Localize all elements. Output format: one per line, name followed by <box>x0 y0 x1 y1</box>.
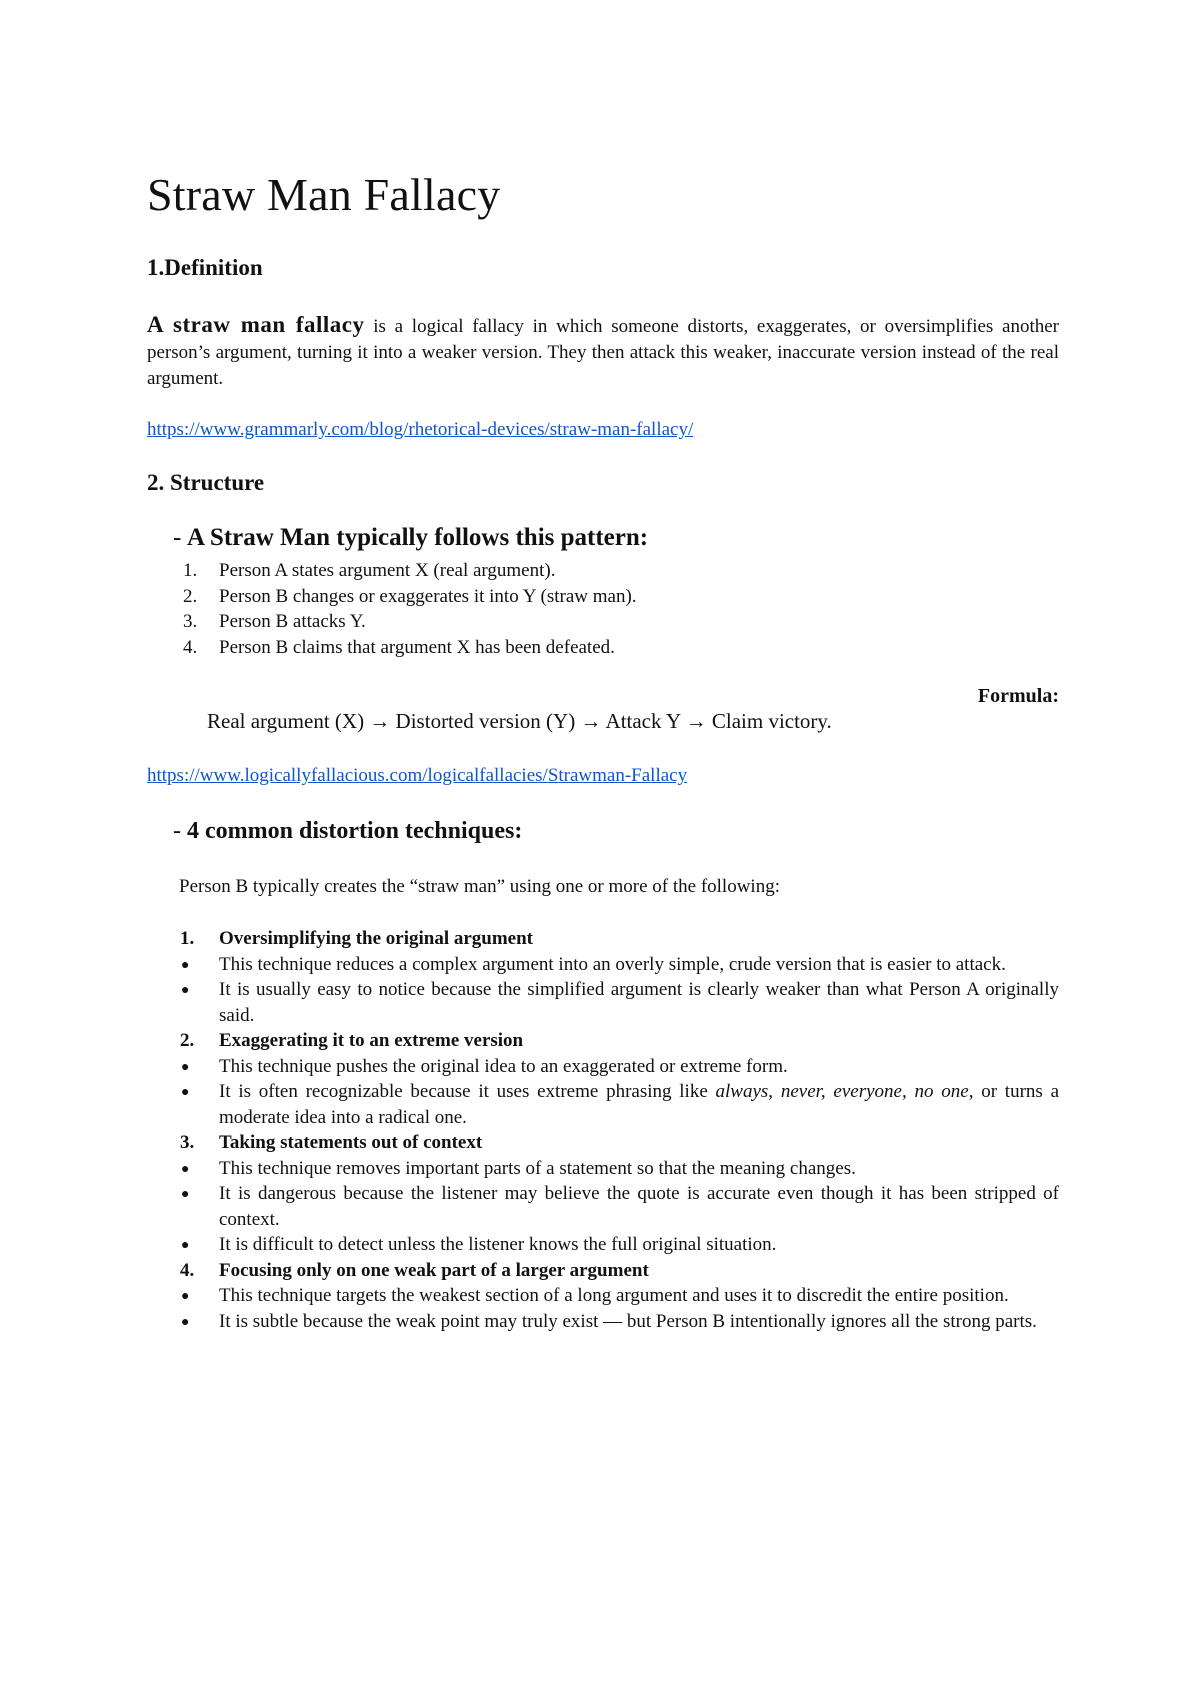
bullet-icon: ● <box>181 983 190 998</box>
technique-heading <box>147 926 1059 952</box>
bullet-text-before: It is often recognizable because it uses extreme phrasing like <box>219 1081 716 1102</box>
bullet-text-italic: always, never, everyone, no one <box>715 1081 969 1102</box>
list-item <box>147 558 637 584</box>
bullet-icon: ● <box>181 1314 190 1330</box>
definition-text: is a logical fallacy in which someone distorts, exaggerates, or oversimplifies another person’s argument, turning it into a weaker version. They then attack this weaker, inaccurate version instead of the real argument. <box>147 316 1059 389</box>
bullet-icon: ● <box>181 1085 190 1100</box>
technique-number: 4. <box>180 1259 195 1281</box>
list-item <box>147 609 637 635</box>
step-number: 4. <box>183 636 198 658</box>
grammarly-link[interactable]: https://www.grammarly.com/blog/rhetorical-devices/straw-man-fallacy/ <box>147 419 694 440</box>
step-number: 1. <box>183 560 198 581</box>
techniques-list <box>147 926 1059 1334</box>
technique-number: 2. <box>180 1030 195 1051</box>
step-number: 2. <box>183 585 198 607</box>
bullet-text: It is usually easy to notice because the simplified argument is clearly weaker than what Person A originally said. <box>219 979 1059 1026</box>
bullet-icon: ● <box>181 957 190 973</box>
pattern-heading <box>173 524 649 552</box>
technique-heading <box>147 1130 1059 1156</box>
bullet-text <box>219 1079 1059 1130</box>
bullet-icon: ● <box>181 1161 190 1177</box>
bullet-item <box>147 1054 1059 1080</box>
bullet-item <box>147 1232 1059 1258</box>
technique-heading <box>147 1258 1059 1284</box>
bullet-text: This technique pushes the original idea to an exaggerated or extreme form. <box>219 1055 788 1077</box>
step-text: Person B claims that argument X has been defeated. <box>219 636 615 658</box>
bullet-item <box>147 1181 1059 1232</box>
step-text: Person B attacks Y. <box>219 611 366 632</box>
techniques-intro: Person B typically creates the “straw man” using one or more of the following: <box>179 876 780 897</box>
bullet-text: This technique removes important parts of a statement so that the meaning changes. <box>219 1157 856 1179</box>
step-text: Person B changes or exaggerates it into Y (straw man). <box>219 585 637 607</box>
bullet-icon: ● <box>181 1289 190 1304</box>
bullet-icon: ● <box>181 1059 190 1075</box>
formula-text: Real argument (X) → Distorted version (Y) → Attack Y → Claim victory. <box>207 709 832 733</box>
formula-label: Formula: <box>977 685 1059 707</box>
bullet-text-after: , or turns a moderate idea into a radical one. <box>219 1081 1060 1128</box>
bullet-text: It is dangerous because the listener may believe the quote is accurate even though it has been stripped of context. <box>219 1183 1059 1230</box>
technique-title: Taking statements out of context <box>219 1132 483 1153</box>
techniques-heading-text: 4 common distortion techniques: <box>187 818 523 844</box>
bullet-item <box>147 1156 1059 1182</box>
bullet-icon: ● <box>181 1238 190 1253</box>
dash-marker: - <box>173 818 181 844</box>
dash-marker: - <box>173 524 182 551</box>
pattern-heading-text: A Straw Man typically follows this pattern: <box>187 524 649 551</box>
step-number: 3. <box>183 611 198 632</box>
bullet-text: It is subtle because the weak point may truly exist — but Person B intentionally ignores all the strong parts. <box>219 1310 1037 1332</box>
bullet-item <box>147 1079 1059 1130</box>
bullet-item <box>147 977 1059 1028</box>
list-item <box>147 635 637 661</box>
bullet-text: It is difficult to detect unless the listener knows the full original situation. <box>219 1234 777 1255</box>
pattern-steps-list <box>147 558 637 660</box>
technique-title: Exaggerating it to an extreme version <box>219 1030 524 1051</box>
logicallyfallacious-link[interactable]: https://www.logicallyfallacious.com/logicalfallacies/Strawman-Fallacy <box>147 765 688 786</box>
technique-title: Oversimplifying the original argument <box>219 928 534 949</box>
definition-heading: 1.Definition <box>147 255 263 280</box>
technique-title: Focusing only on one weak part of a larger argument <box>219 1259 649 1281</box>
bullet-item <box>147 1309 1059 1335</box>
bullet-item <box>147 1283 1059 1309</box>
definition-paragraph <box>147 312 1059 392</box>
structure-heading: 2. Structure <box>147 470 265 495</box>
bullet-icon: ● <box>181 1187 190 1202</box>
techniques-heading <box>173 818 523 845</box>
step-text: Person A states argument X (real argument). <box>219 560 556 581</box>
list-item <box>147 584 637 610</box>
technique-number: 3. <box>180 1132 195 1153</box>
definition-term: A straw man fallacy <box>147 312 365 337</box>
page-title: Straw Man Fallacy <box>147 169 501 220</box>
bullet-text: This technique targets the weakest section of a long argument and uses it to discredit the entire position. <box>219 1285 1009 1306</box>
bullet-text: This technique reduces a complex argument into an overly simple, crude version that is easier to attack. <box>219 953 1006 975</box>
bullet-item <box>147 952 1059 978</box>
technique-heading <box>147 1028 1059 1054</box>
technique-number: 1. <box>180 928 195 949</box>
